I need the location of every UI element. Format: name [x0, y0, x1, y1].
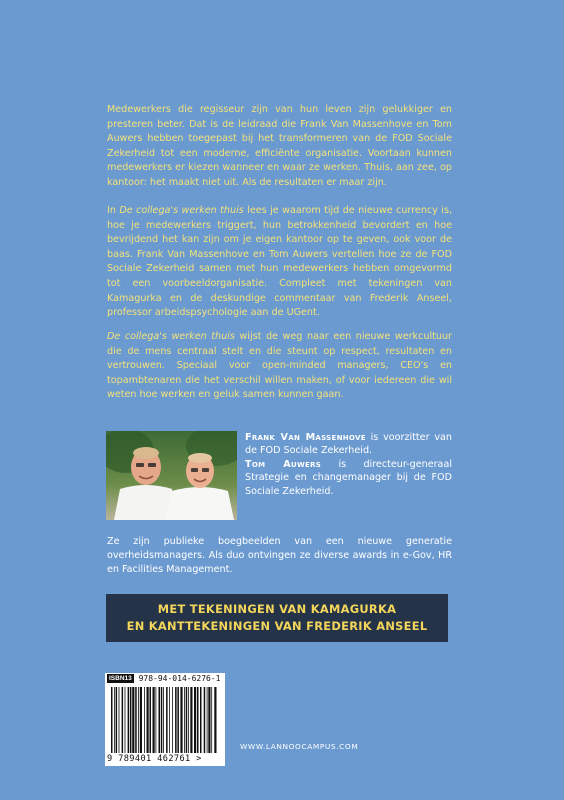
blurb-paragraph-1	[107, 103, 452, 191]
isbn-number: 978-94-014-6276-1	[138, 674, 221, 683]
barcode-icon	[107, 687, 223, 753]
isbn-header	[105, 673, 225, 685]
authors-bio	[245, 431, 452, 498]
isbn-barcode-block	[105, 673, 225, 766]
author-2-description: is directeur-generaal Strategie en changemanager bij de FOD Sociale Zekerheid.	[245, 458, 452, 497]
blurb-paragraph-3	[107, 330, 452, 403]
banner-line-2: EN KANTTEKENINGEN VAN FREDERIK ANSEEL	[126, 619, 428, 633]
author-1-bio	[245, 431, 452, 458]
author-2-bio	[245, 458, 452, 498]
blurb-text-3-post: wijst de weg naar een nieuwe werkcultuur die de mens centraal stelt en die steunt op respect, resultaten en vertrouwen. Speciaal voor open-minded managers, CEO's en topambtenaren die het verschil willen maken, of voor iedereen die wil weten hoe werken en geluk samen kunnen gaan.	[107, 331, 452, 401]
isbn-label: ISBN13	[109, 675, 132, 682]
authors-photo	[106, 431, 237, 520]
book-title-inline: De collega's werken thuis	[119, 205, 244, 216]
banner-line-1: MET TEKENINGEN VAN KAMAGURKA	[157, 602, 397, 616]
blurb-paragraph-2	[107, 204, 452, 321]
blurb-text-1: Medewerkers die regisseur zijn van hun leven zijn gelukkiger en presteren beter. Dat is de leidraad die Frank Van Massenhove en Tom Auwers hebben toegepast bij het transformeren van de FOD Sociale Zekerheid tot een moderne, efficiënte organisatie. Voortaan kunnen medewerkers er kiezen wanneer en waar ze werken. Thuis, aan zee, op kantoor: het maakt niet uit. Als de resultaten er maar zijn.	[107, 104, 452, 188]
authors-note	[107, 535, 452, 577]
blurb-text-2-post: lees je waarom tijd de nieuwe currency is, hoe je medewerkers triggert, hun betrokkenheid bevordert en hoe bevrijdend het kan zijn om je eigen kantoor op te geven, ook voor de baas. Frank Van Massenhove en Tom Auwers vertellen hoe ze de FOD Sociale Zekerheid samen met hun medewerkers hebben omgevormd tot een voorbeeldorganisatie. Compleet met tekeningen van Kamagurka en de deskundige commentaar van Frederik Anseel, professor arbeidspsychologie aan de UGent.	[107, 205, 452, 319]
barcode-digits: 9 789401 462761 >	[107, 754, 202, 764]
blurb-text-2-pre: In	[107, 205, 120, 216]
author-1-name: Frank Van Massenhove	[245, 432, 366, 443]
book-title-inline: De collega's werken thuis	[107, 331, 235, 342]
illustrations-banner	[106, 594, 448, 642]
authors-note-text: Ze zijn publieke boegbeelden van een nieuwe generatie overheidsmanagers. Als duo ontvingen ze diverse awards in e-Gov, HR en Facilities Management.	[107, 536, 452, 575]
publisher-url: WWW.LANNOOCAMPUS.COM	[240, 742, 359, 751]
author-1-description: is voorzitter van de FOD Sociale Zekerheid.	[245, 432, 452, 457]
author-2-name: Tom Auwers	[245, 458, 322, 470]
